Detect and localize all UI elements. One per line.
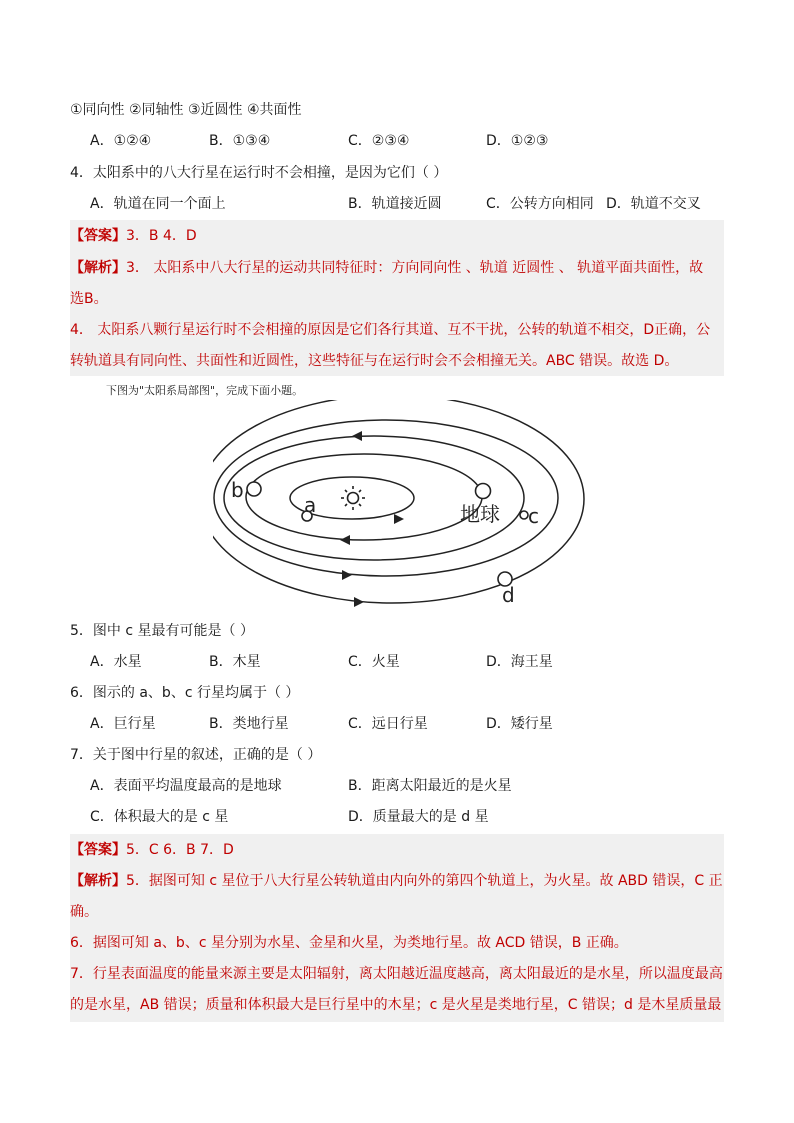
label-earth: 地球 [460,502,500,526]
arrow-orbit-4 [342,570,352,580]
q3-option-d: D．①②③ [486,133,549,149]
answer-block-2 [70,834,724,1022]
solar-system-diagram [0,400,794,620]
q7-option-a: A．表面平均温度最高的是地球 [90,778,282,794]
figure-caption: 下图为"太阳系局部图"，完成下面小题。 [106,384,304,397]
analysis-1-line-2: 选B。 [70,291,108,307]
answer-text: 5．C 6．B 7．D [126,842,234,858]
analysis-2-line-3: 6．据图可知 a、b、c 星分别为水星、金星和火星，为类地行星。故 ACD 错误，B 正确。 [70,935,628,951]
label-a: a [304,493,317,517]
planet-c [520,511,528,519]
arrow-orbit-3 [352,431,362,441]
analysis-tag: 【解析】 [70,260,126,276]
q6-stem: 6．图示的 a、b、c 行星均属于（ ） [70,685,300,701]
q4-option-a: A．轨道在同一个面上 [90,196,226,212]
planet-earth [476,484,491,499]
analysis-1-line-4: 转轨道具有同向性、共面性和近圆性，这些特征与在运行时会不会相撞无关。ABC 错误。故选 D。 [70,353,679,369]
arrow-orbit-5 [354,597,364,607]
analysis-1-line-1 [70,258,703,278]
label-b: b [231,478,244,502]
q5-option-c: C．火星 [348,654,400,670]
label-c: c [528,504,539,528]
q4-option-b: B．轨道接近圆 [348,196,442,212]
answer-1 [70,226,197,246]
q6-option-b: B．类地行星 [209,716,289,732]
q3-option-c: C．②③④ [348,133,410,149]
q7-stem: 7．关于图中行星的叙述，正确的是（ ） [70,747,322,763]
analysis-2-line-5: 的是水星，AB 错误；质量和体积最大是巨行星中的木星；c 是火星是类地行星，C 错误；d 是木星质量最 [70,997,722,1013]
q3-option-a: A．①②④ [90,133,152,149]
answer-tag: 【答案】 [70,842,126,858]
answer-2 [70,840,234,860]
orbit-4 [214,420,558,576]
q7-option-b: B．距离太阳最近的是火星 [348,778,512,794]
analysis-text: 3． 太阳系中八大行星的运动共同特征时：方向同向性 、轨道 近圆性 、 轨道平面共面性，故 [126,260,704,276]
q5-option-b: B．木星 [209,654,261,670]
analysis-2-line-1 [70,871,723,891]
analysis-tag: 【解析】 [70,873,126,889]
orbit-5 [200,400,584,603]
analysis-text: 5．据图可知 c 星位于八大行星公转轨道由内向外的第四个轨道上，为火星。故 ABD 错误，C 正 [126,873,723,889]
q7-option-d: D．质量最大的是 d 星 [348,809,489,825]
q6-option-c: C．远日行星 [348,716,428,732]
planet-b [247,482,261,496]
q3-option-b: B．①③④ [209,133,271,149]
q5-stem: 5．图中 c 星最有可能是（ ） [70,623,254,639]
q6-option-d: D．矮行星 [486,716,553,732]
label-d: d [502,583,515,607]
arrow-orbit-1 [394,514,404,524]
q7-option-c: C．体积最大的是 c 星 [90,809,229,825]
q4-stem: 4．太阳系中的八大行星在运行时不会相撞，是因为它们（ ） [70,165,448,181]
orbit-2 [246,454,482,540]
analysis-2-line-4: 7．行星表面温度的能量来源主要是太阳辐射，离太阳越近温度越高，离太阳最近的是水星，所以温度最高 [70,966,723,982]
q4-option-c: C．公转方向相同 [486,196,594,212]
q4-option-d: D．轨道不交叉 [606,196,701,212]
q6-option-a: A．巨行星 [90,716,156,732]
q3-prefix: ①同向性 ②同轴性 ③近圆性 ④共面性 [70,102,302,118]
analysis-2-line-2: 确。 [70,904,98,920]
q5-option-a: A．水星 [90,654,142,670]
analysis-1-line-3: 4． 太阳系八颗行星运行时不会相撞的原因是它们各行其道、互不干扰，公转的轨道不相交，D正确，公 [70,322,711,338]
arrow-orbit-2 [340,535,350,545]
q5-option-d: D．海王星 [486,654,553,670]
answer-tag: 【答案】 [70,228,126,244]
answer-text: 3．B 4．D [126,228,197,244]
sun-icon [341,486,365,510]
